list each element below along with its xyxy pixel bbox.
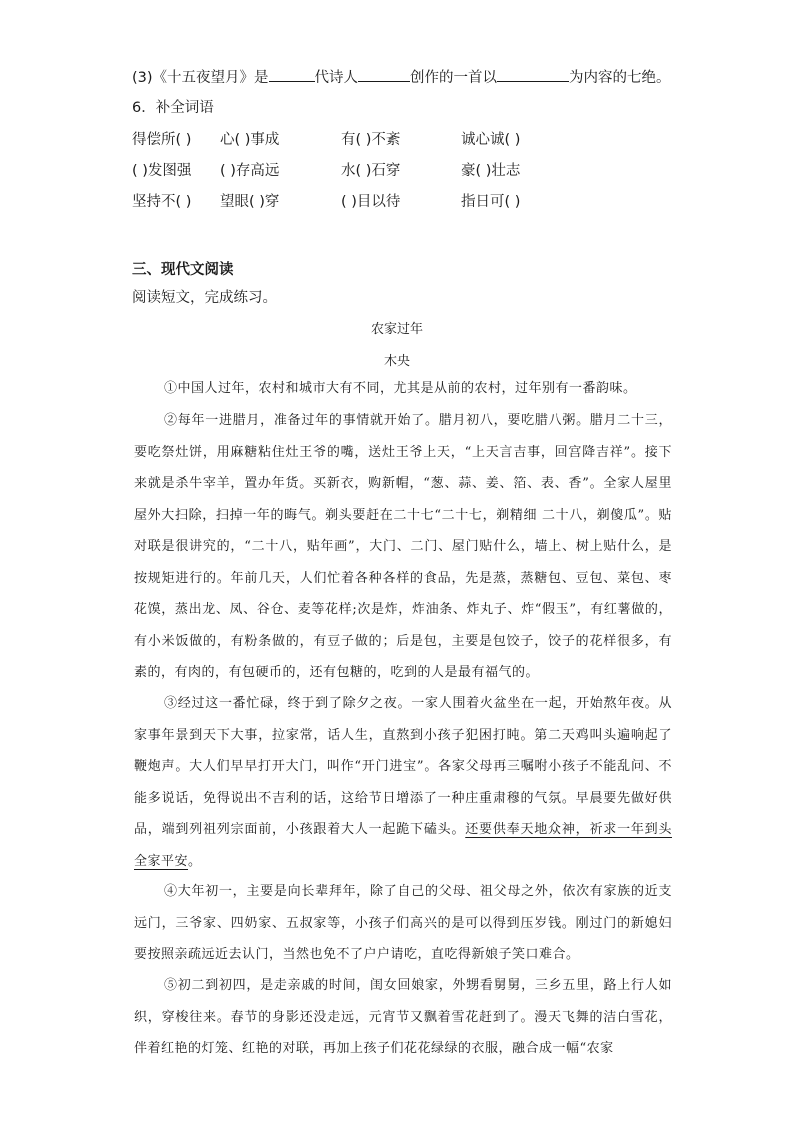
section-3-instruction: 阅读短文，完成练习。 xyxy=(132,290,277,306)
paragraph-5-text: ⑤初二到初四，是走亲戚的时间，闺女回娘家，外甥看舅舅，三乡五里，路上行人如织，穿梭往来。春节的身影还没走远，元宵节又飘着雪花赶到了。漫天飞舞的洁白雪花，伴着红艳的灯笼、红艳的对联，再加上孩子们花花绿绿的衣服，融合成一幅“农家 xyxy=(134,978,672,1056)
paragraph-4 xyxy=(134,876,672,971)
section-3-title: 三、现代文阅读 xyxy=(132,262,234,278)
q3-mid2: 创作的一首以 xyxy=(410,70,498,86)
idiom-2: 心( )事成 xyxy=(220,132,280,148)
article-author: 木央 xyxy=(383,354,410,369)
paragraph-5 xyxy=(134,970,672,1065)
idiom-12: 指日可( ) xyxy=(461,194,521,210)
idiom-7: 水( )石穿 xyxy=(341,163,401,179)
idiom-3: 有( )不紊 xyxy=(341,132,401,148)
paragraph-3-underlined: 还要供奉天地众神，祈求一年到头全家平安 xyxy=(134,822,672,869)
paragraph-3-end: 。 xyxy=(188,853,202,869)
question-6-title: 6．补全词语 xyxy=(132,100,214,116)
paragraph-2 xyxy=(134,405,672,689)
article-title: 农家过年 xyxy=(370,322,423,337)
idiom-8: 豪( )壮志 xyxy=(461,163,521,179)
idiom-4: 诚心诚( ) xyxy=(461,132,521,148)
paragraph-1 xyxy=(134,373,672,405)
idiom-6: ( )存高远 xyxy=(220,163,280,179)
q3-prefix: (3)《十五夜望月》是 xyxy=(132,70,269,86)
paragraph-3 xyxy=(134,688,672,877)
paragraph-4-text: ④大年初一，主要是向长辈拜年，除了自己的父母、祖父母之外，依次有家族的近支远门，三爷家、四奶家、五叔家等，小孩子们高兴的是可以得到压岁钱。刚过门的新媳妇要按照亲疏远近去认门，当然也免不了户户请吃，直吃得新娘子笑口难合。 xyxy=(134,884,672,962)
q3-blank-dynasty[interactable] xyxy=(269,66,315,82)
paragraph-3-text: ③经过这一番忙碌，终于到了除夕之夜。一家人围着火盆坐在一起，开始熬年夜。从家事年景到天下大事，拉家常，话人生，直熬到小孩子犯困打盹。第二天鸡叫头遍响起了鞭炮声。大人们早早打开大门，叫作“开门进宝”。各家父母再三嘱咐小孩子不能乱问、不能多说话，免得说出不吉利的话，这给节日增添了一种庄重肃穆的气氛。早晨要先做好供品，端到列祖列宗面前，小孩跟着大人一起跪下磕头。 xyxy=(134,696,672,837)
q3-mid1: 代诗人 xyxy=(314,70,359,86)
idiom-10: 望眼( )穿 xyxy=(220,194,280,210)
idiom-11: ( )目以待 xyxy=(341,194,401,210)
q3-blank-content[interactable] xyxy=(497,66,569,82)
idiom-9: 坚持不( ) xyxy=(132,194,192,210)
q3-blank-poet[interactable] xyxy=(358,66,410,82)
idiom-5: ( )发图强 xyxy=(132,163,192,179)
idiom-1: 得偿所( ) xyxy=(132,132,192,148)
paragraph-1-text: ①中国人过年，农村和城市大有不同，尤其是从前的农村，过年别有一番韵味。 xyxy=(164,381,637,396)
paragraph-2-text: ②每年一进腊月，准备过年的事情就开始了。腊月初八，要吃腊八粥。腊月二十三，要吃祭灶饼，用麻糖粘住灶王爷的嘴，送灶王爷上天，“上天言吉事，回宫降吉祥”。接下来就是杀牛宰羊，置办年货。买新衣，购新帽，“葱、蒜、姜、箔、表、香”。全家人屋里屋外大扫除，扫掉一年的晦气。剃头要赶在二十七“二十七，剃精细 二十八，剃傻瓜”。贴对联是很讲究的，“二十八，贴年画”，大门、二门、屋门贴什么，墙上、树上贴什么，是按规矩进行的。年前几天，人们忙着各种各样的食品，先是蒸，蒸糖包、豆包、菜包、枣花馍，蒸出龙、凤、谷仓、麦等花样;次是炸，炸油条、炸丸子、炸“假玉”，有红薯做的，有小米饭做的，有粉条做的，有豆子做的；后是包，主要是包饺子，饺子的花样很多，有素的，有肉的，有包硬币的，还有包糖的，吃到的人是最有福气的。 xyxy=(134,413,672,680)
q3-suffix: 为内容的七绝。 xyxy=(569,70,671,86)
question-3 xyxy=(132,66,671,88)
